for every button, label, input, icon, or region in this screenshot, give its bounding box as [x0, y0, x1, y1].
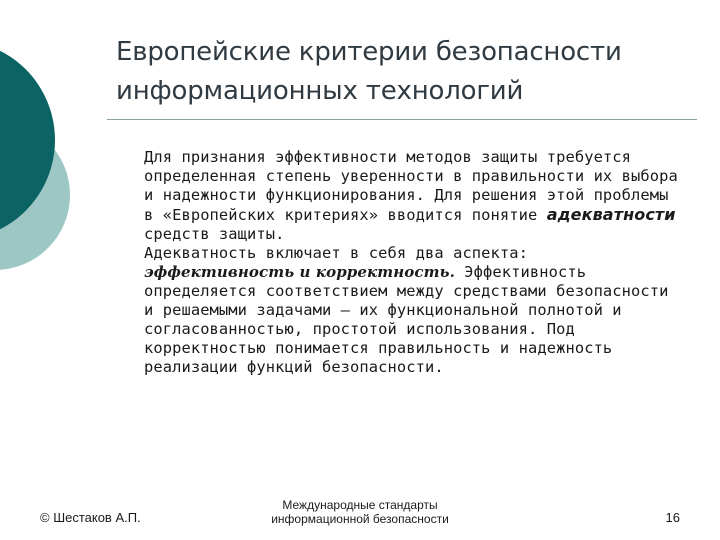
body-p1-end: средств защиты. [144, 225, 285, 243]
slide-title-line-2: информационных технологий [116, 76, 524, 106]
footer-course-title [230, 498, 490, 526]
body-paragraph-1 [144, 148, 679, 244]
body-p2-text: Адекватность включает в себя два аспекта: [144, 244, 529, 262]
term-correctness: корректность [315, 263, 450, 281]
slide-title [116, 33, 696, 111]
term-conjunction: и [294, 263, 316, 281]
term-effectiveness: эффективность [144, 263, 295, 281]
footer-course-line-2: информационной безопасности [271, 512, 449, 526]
slide-title-line-1: Европейские критерии безопасности [116, 37, 622, 67]
body-p1-text: Для признания эффективности методов защиты требуется определенная степень уверенности в правильности их выбора и надежности функционирования. Для решения этой проблемы в «Европейских критериях» вводится понятие [144, 148, 678, 224]
body-paragraph-2 [144, 244, 679, 377]
footer-course-line-1: Международные стандарты [282, 498, 438, 512]
term-adequacy: адекватности [546, 205, 676, 224]
slide-body [144, 148, 679, 377]
decorative-circles-graphic [0, 0, 120, 300]
decorative-circles [0, 0, 120, 300]
title-divider [107, 119, 697, 120]
term-period: . [449, 263, 455, 281]
footer-author: © Шестаков А.П. [40, 510, 141, 525]
page-number: 16 [665, 510, 680, 525]
body-p2-end: Эффективность определяется соответствием между средствами безопасности и решаемыми задачами – их функциональной полнотой и согласованностью, простотой использования. Под корректностью понимается правильность и надежность реализации функций безопасности. [144, 263, 669, 376]
